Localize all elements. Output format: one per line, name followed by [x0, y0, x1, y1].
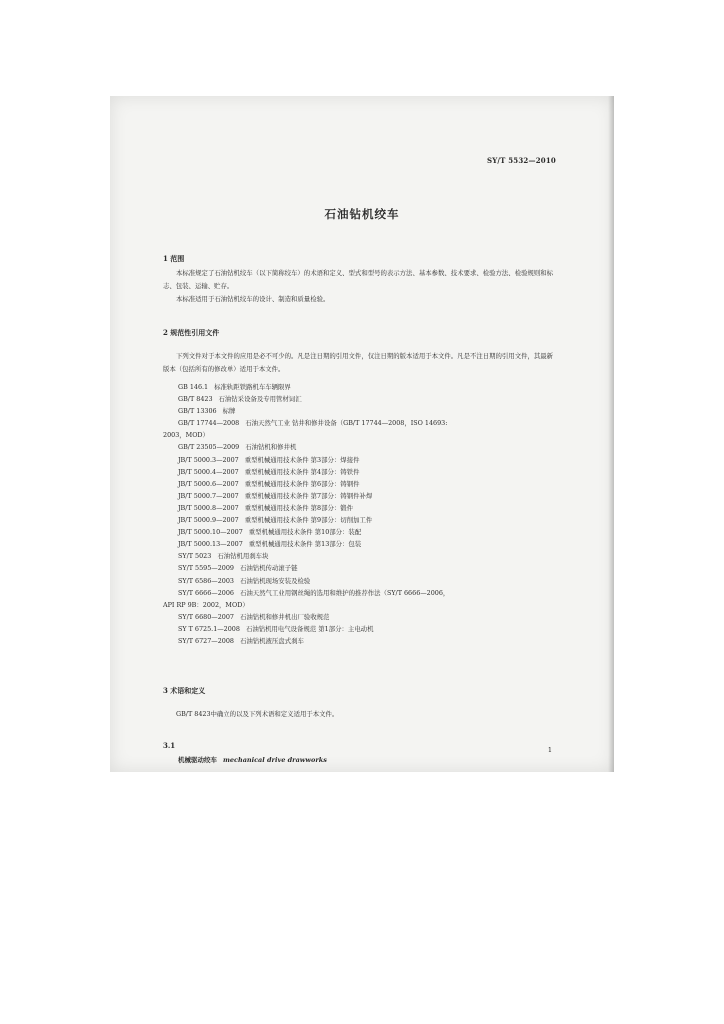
section-1-paragraph — [163, 267, 558, 293]
reference-item — [163, 562, 563, 574]
reference-code: 2003，MOD） — [163, 431, 209, 440]
term-english: mechanical drive drawworks — [223, 756, 327, 764]
section-3-intro-text: GB/T 8423中确立的以及下列术语和定义适用于本文件。 — [176, 710, 339, 718]
reference-title: 标牌 — [222, 407, 236, 416]
section-2-heading: 2 规范性引用文件 — [163, 328, 220, 337]
reference-title: 石油钻机传动滚子链 — [239, 564, 298, 573]
document-title: 石油钻机绞车 — [324, 207, 400, 221]
section-3-heading: 3 术语和定义 — [163, 686, 206, 695]
reference-title: 石油天然气工业 钻井和修井设备（GB/T 17744—2008，ISO 14693: — [245, 419, 448, 428]
reference-item — [163, 635, 563, 647]
reference-title: 石油钻机用电气设备规范 第1部分：主电动机 — [245, 624, 374, 633]
reference-code: SY/T 6727—2008 — [178, 636, 234, 645]
section-3-intro — [163, 708, 558, 721]
section-2-intro — [163, 350, 558, 376]
standard-code: SY/T 5532—2010 — [486, 156, 556, 165]
reference-title: 重型机械通用技术条件 第4部分：铸铁件 — [244, 467, 360, 476]
reference-item — [163, 441, 563, 453]
reference-code: GB/T 23505—2009 — [178, 443, 240, 452]
reference-title: 石油钻机液压盘式刹车 — [239, 636, 304, 645]
reference-title: 重型机械通用技术条件 第3部分：焊接件 — [244, 455, 360, 464]
reference-code: GB/T 13306 — [178, 407, 217, 416]
reference-item — [163, 611, 563, 623]
reference-item — [163, 575, 563, 587]
reference-code: JB/T 5000.9—2007 — [178, 516, 239, 525]
reference-item — [163, 454, 563, 466]
reference-code: JB/T 5000.8—2007 — [178, 503, 239, 512]
reference-title: 石油钻机用刹车块 — [217, 552, 269, 561]
reference-title: 石油钻机和修井机 — [245, 443, 297, 452]
reference-title: 重型机械通用技术条件 第10部分：装配 — [248, 528, 362, 537]
reference-item — [163, 587, 563, 599]
reference-code: JB/T 5000.4—2007 — [178, 467, 239, 476]
document-page — [110, 96, 614, 772]
reference-item — [163, 538, 563, 550]
section-1-heading: 1 范围 — [163, 254, 185, 263]
reference-title: 石油钻采设备及专用管材词汇 — [218, 395, 302, 404]
reference-code: SY/T 6666—2006 — [178, 588, 234, 597]
reference-code: SY/T 5023 — [178, 552, 212, 561]
term-entry — [178, 755, 327, 764]
reference-item — [163, 550, 563, 562]
reference-item — [163, 429, 563, 441]
reference-title: 重型机械通用技术条件 第7部分：铸钢件补焊 — [244, 491, 373, 500]
reference-code: SY/T 5595—2009 — [178, 564, 234, 573]
reference-item — [163, 478, 563, 490]
reference-code: SY T 6725.1—2008 — [178, 624, 240, 633]
section-1-scope-text: 本标准适用于石油钻机绞车的设计、制造和质量检验。 — [176, 295, 330, 303]
reference-item — [163, 502, 563, 514]
reference-title: 重型机械通用技术条件 第9部分：切削加工件 — [244, 516, 373, 525]
reference-code: JB/T 5000.6—2007 — [178, 479, 239, 488]
reference-item — [163, 417, 563, 429]
section-1-scope — [163, 293, 558, 306]
reference-code: JB/T 5000.10—2007 — [178, 528, 243, 537]
reference-title: 标准轨距铁路机车车辆限界 — [214, 383, 291, 391]
reference-item — [163, 490, 563, 502]
reference-item — [163, 623, 563, 635]
reference-code: SY/T 6586—2003 — [178, 576, 234, 585]
reference-code: GB/T 17744—2008 — [178, 419, 240, 428]
reference-title: 重型机械通用技术条件 第13部分：包装 — [248, 540, 362, 549]
reference-item — [163, 514, 563, 526]
reference-title: 重型机械通用技术条件 第6部分：铸钢件 — [244, 479, 360, 488]
section-2-intro-text: 下列文件对于本文件的应用是必不可少的。凡是注日期的引用文件，仅注日期的版本适用于本文件。凡是不注日期的引用文件，其最新版本（包括所有的修改单）适用于本文件。 — [163, 352, 554, 373]
page-number: 1 — [547, 746, 552, 754]
reference-item — [163, 393, 563, 405]
section-1-text: 本标准规定了石油钻机绞车（以下简称绞车）的术语和定义、型式和型号的表示方法、基本参数、技术要求、检验方法、检验规则和标志、包装、运输、贮存。 — [163, 269, 554, 290]
reference-title: 重型机械通用技术条件 第8部分：锻件 — [244, 503, 354, 512]
reference-list — [163, 381, 563, 647]
reference-code: JB/T 5000.3—2007 — [178, 455, 239, 464]
term-number: 3.1 — [163, 741, 176, 750]
term-chinese: 机械驱动绞车 — [178, 756, 217, 764]
reference-code: JB/T 5000.13—2007 — [178, 540, 243, 549]
reference-item — [163, 381, 563, 393]
reference-code: SY/T 6680—2007 — [178, 612, 234, 621]
reference-item — [163, 466, 563, 478]
reference-item — [163, 405, 563, 417]
reference-title: 石油钻机现场安装及检验 — [239, 576, 311, 585]
reference-code: API RP 9B：2002，MOD） — [163, 600, 249, 609]
reference-title: 石油天然气工业用钢丝绳的选用和维护的推荐作法（SY/T 6666—2006， — [239, 588, 450, 597]
reference-code: JB/T 5000.7—2007 — [178, 491, 239, 500]
reference-title: 石油钻机和修井机出厂验收规范 — [239, 612, 330, 621]
reference-item — [163, 599, 563, 611]
reference-code: GB/T 8423 — [178, 395, 213, 404]
reference-code: GB 146.1 — [178, 383, 209, 391]
reference-item — [163, 526, 563, 538]
